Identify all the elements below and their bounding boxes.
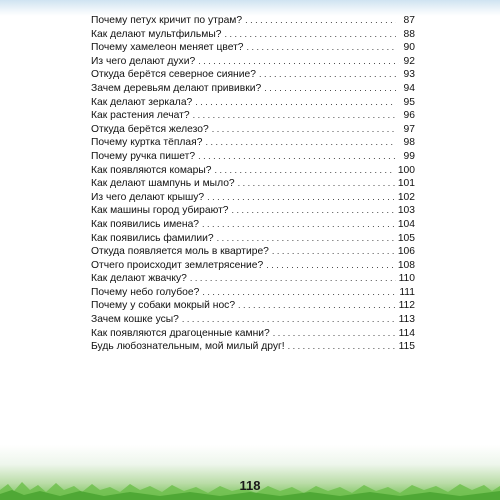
toc-entry-page: 111	[399, 286, 415, 298]
toc-entry[interactable]	[91, 124, 415, 138]
toc-entry-title: Откуда появляется моль в квартире?	[91, 246, 269, 258]
toc-entry[interactable]	[91, 165, 415, 179]
toc-entry-page: 90	[403, 42, 415, 54]
toc-entry[interactable]	[91, 42, 415, 56]
toc-entry[interactable]	[91, 205, 415, 219]
toc-entry-page: 113	[398, 314, 415, 326]
dot-leader	[232, 205, 395, 215]
toc-entry-page: 106	[397, 246, 415, 258]
dot-leader	[217, 233, 395, 243]
toc-entry[interactable]	[91, 178, 415, 192]
toc-entry-page: 110	[398, 273, 415, 285]
toc-entry-title: Почему у собаки мокрый нос?	[91, 300, 236, 312]
toc-entry-title: Как появились фамилии?	[91, 232, 214, 244]
toc-entry-title: Как делают шампунь и мыло?	[91, 178, 235, 190]
toc-entry[interactable]	[91, 328, 415, 342]
toc-entry-title: Зачем деревьям делают прививки?	[91, 82, 262, 94]
toc-entry-title: Как растения лечат?	[91, 110, 190, 122]
dot-leader	[207, 192, 395, 202]
toc-entry-title: Почему хамелеон меняет цвет?	[91, 42, 244, 54]
dot-leader	[238, 300, 396, 310]
toc-entry-page: 112	[398, 300, 415, 312]
toc-entry[interactable]	[91, 246, 415, 260]
toc-entry-title: Зачем кошке усы?	[91, 314, 179, 326]
toc-entry-title: Как появились имена?	[91, 218, 200, 230]
toc-entry-page: 98	[403, 137, 415, 149]
dot-leader	[238, 178, 395, 188]
toc-entry-page: 115	[398, 341, 415, 353]
toc-entry[interactable]	[91, 137, 415, 151]
toc-entry-page: 102	[397, 191, 415, 203]
dot-leader	[212, 124, 396, 134]
toc-entry[interactable]	[91, 260, 415, 274]
toc-entry[interactable]	[91, 341, 415, 355]
toc-entry-title: Почему петух кричит по утрам?	[91, 15, 243, 26]
toc-entry[interactable]	[91, 151, 415, 165]
dot-leader	[205, 137, 396, 147]
toc-entry[interactable]	[91, 29, 415, 43]
toc-entry-page: 88	[403, 28, 415, 40]
toc-entry-page: 95	[403, 96, 415, 108]
dot-leader	[272, 246, 395, 256]
dot-leader	[202, 287, 396, 297]
toc-entry-page: 97	[403, 123, 415, 135]
dot-leader	[288, 341, 396, 351]
toc-entry[interactable]	[91, 300, 415, 314]
toc-entry[interactable]	[91, 97, 415, 111]
toc-entry-title: Откуда берётся северное сияние?	[91, 69, 256, 81]
toc-entry-title: Как делают мультфильмы?	[91, 28, 222, 40]
toc-entry-title: Почему ручка пишет?	[91, 150, 196, 162]
toc-entry[interactable]	[91, 273, 415, 287]
toc-entry[interactable]	[91, 314, 415, 328]
toc-entry-title: Как появляются драгоценные камни?	[91, 327, 270, 339]
toc-entry-title: Как делают зеркала?	[91, 96, 193, 108]
dot-leader	[193, 110, 396, 120]
dot-leader	[264, 83, 396, 93]
toc-entry[interactable]	[91, 219, 415, 233]
toc-entry-title: Как появляются комары?	[91, 164, 212, 176]
dot-leader	[266, 260, 395, 270]
toc-entry-title: Из чего делают крышу?	[91, 191, 205, 203]
toc-entry[interactable]	[91, 192, 415, 206]
toc-entry-page: 93	[403, 69, 415, 81]
toc-entry-title: Будь любознательным, мой милый друг!	[91, 341, 285, 353]
sky-band	[0, 0, 500, 16]
toc-entry-page: 104	[397, 218, 415, 230]
toc-entry-title: Из чего делают духи?	[91, 55, 196, 67]
toc-entry[interactable]	[91, 56, 415, 70]
toc-entry-title: Отчего происходит землетрясение?	[91, 259, 264, 271]
toc-entry-page: 92	[403, 55, 415, 67]
toc-entry[interactable]	[91, 233, 415, 247]
dot-leader	[247, 42, 396, 52]
toc-entry-title: Как машины город убирают?	[91, 205, 229, 217]
dot-leader	[245, 15, 396, 25]
dot-leader	[259, 69, 396, 79]
toc-entry-page: 100	[397, 164, 415, 176]
toc-entry-page: 99	[403, 150, 415, 162]
toc-entry-page: 94	[403, 82, 415, 94]
toc-entry-page: 114	[398, 327, 415, 339]
dot-leader	[214, 165, 394, 175]
dot-leader	[198, 151, 396, 161]
toc-entry-title: Почему небо голубое?	[91, 286, 200, 298]
dot-leader	[202, 219, 395, 229]
dot-leader	[190, 273, 396, 283]
dot-leader	[225, 29, 397, 39]
toc-entry-page: 96	[403, 110, 415, 122]
toc-entry[interactable]	[91, 110, 415, 124]
toc-entry[interactable]	[91, 83, 415, 97]
dot-leader	[273, 328, 396, 338]
toc-entry-page: 87	[403, 15, 415, 26]
toc-entry-title: Как делают жвачку?	[91, 273, 187, 285]
dot-leader	[198, 56, 396, 66]
toc-entry[interactable]	[91, 15, 415, 29]
toc-entry-page: 105	[397, 232, 415, 244]
toc-entry[interactable]	[91, 287, 415, 301]
dot-leader	[182, 314, 396, 324]
toc-entry[interactable]	[91, 69, 415, 83]
dot-leader	[195, 97, 396, 107]
toc-entry-page: 101	[397, 178, 415, 190]
table-of-contents	[91, 15, 415, 355]
page-number: 118	[239, 478, 261, 493]
toc-entry-page: 103	[397, 205, 415, 217]
toc-entry-title: Почему куртка тёплая?	[91, 137, 203, 149]
toc-entry-page: 108	[397, 259, 415, 271]
toc-entry-title: Откуда берётся железо?	[91, 123, 209, 135]
